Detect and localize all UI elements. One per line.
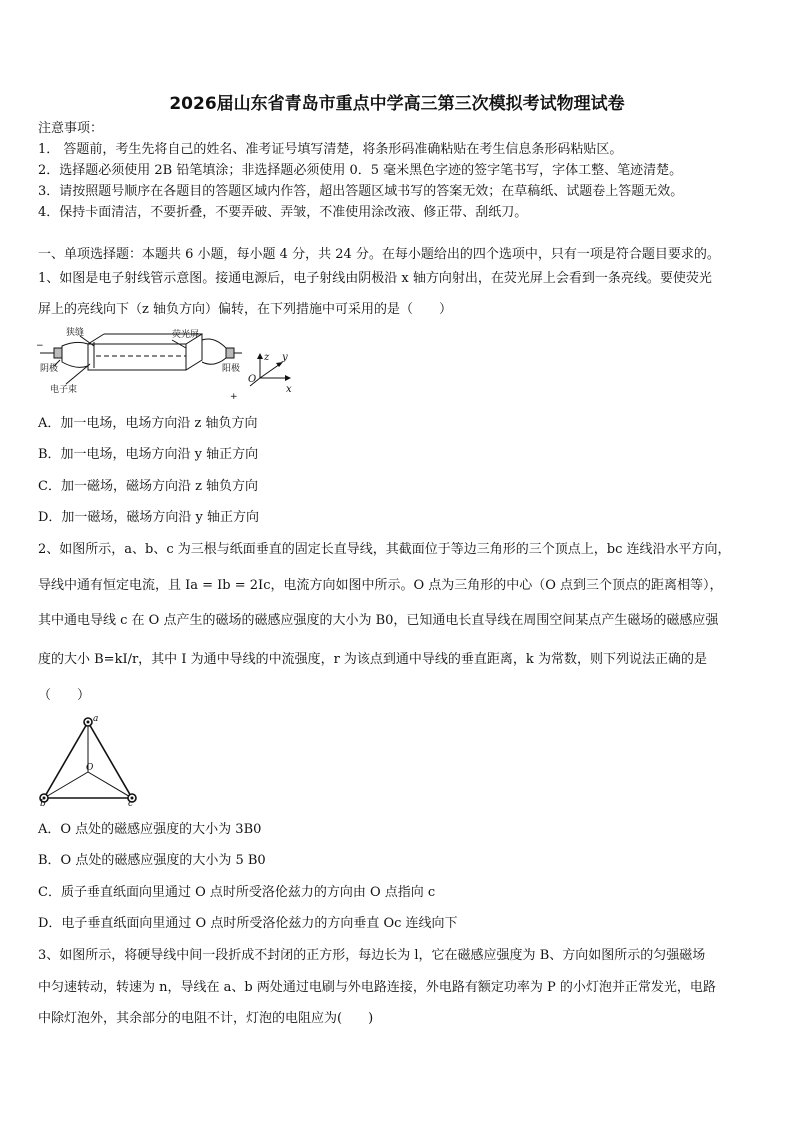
- notice-item-1: 1． 答题前，考生先将自己的姓名、准考证号填写清楚，将条形码准确粘贴在考生信息条形码粘贴区。: [38, 142, 623, 157]
- notice-item-2: 2．选择题必须使用 2B 铅笔填涂；非选择题必须使用 0．5 毫米黑色字迹的签字笔书写，字体工整、笔迹清楚。: [38, 163, 683, 178]
- q2-option-d: D．电子垂直纸面向里通过 O 点时所受洛伦兹力的方向垂直 Oc 连线向下: [38, 916, 458, 931]
- notice-item-4: 4．保持卡面清洁，不要折叠，不要弄破、弄皱，不准使用涂改液、修正带、刮纸刀。: [38, 205, 528, 220]
- section-heading: 一、单项选择题：本题共 6 小题，每小题 4 分，共 24 分。在每小题给出的四个选项中，只有一项是符合题目要求的。: [38, 247, 720, 262]
- notice-heading: 注意事项：: [38, 121, 104, 136]
- q1-option-c: C．加一磁场，磁场方向沿 z 轴负方向: [38, 479, 259, 494]
- q1-stem-line1: 1、如图是电子射线管示意图。接通电源后，电子射线由阴极沿 x 轴方向射出，在荧光屏上会看到一条亮线。要使荧光: [38, 271, 712, 286]
- q2-triangle-figure: [34, 712, 144, 806]
- q2-fig-label-a: a: [93, 714, 99, 724]
- q1-fig-label-cathode: 阴极: [40, 364, 59, 374]
- q3-stem-line1: 3、如图所示，将硬导线中间一段折成不封闭的正方形，每边长为 l，它在磁感应强度为 B、方向如图所示的匀强磁场: [38, 948, 706, 963]
- notice-item-3: 3．请按照题号顺序在各题目的答题区域内作答，超出答题区域书写的答案无效；在草稿纸、试题卷上答题无效。: [38, 184, 684, 199]
- q2-stem-line5: （ ）: [38, 688, 91, 703]
- q2-fig-label-c: c: [128, 799, 134, 806]
- q2-option-c: C．质子垂直纸面向里通过 O 点时所受洛伦兹力的方向由 O 点指向 c: [38, 885, 436, 900]
- q1-option-a: A．加一电场，电场方向沿 z 轴负方向: [38, 416, 258, 431]
- q2-stem-line4: 度的大小 B=kI/r，其中 I 为通中导线的中流强度，r 为该点到通中导线的垂直距离，k 为常数，则下列说法正确的是: [38, 652, 707, 667]
- q3-stem-line3: 中除灯泡外，其余部分的电阻不计，灯泡的电阻应为( ): [38, 1011, 374, 1026]
- q1-fig-label-narrow-slit: 狭缝: [66, 328, 85, 338]
- q2-stem-line3: 其中通电导线 c 在 O 点产生的磁场的磁感应强度的大小为 B0，已知通电长直导线在周围空间某点产生磁场的磁感应强: [38, 613, 719, 628]
- q3-stem-line2: 中匀速转动，转速为 n，导线在 a、b 两处通过电刷与外电路连接，外电路有额定功率为 P 的小灯泡并正常发光，电路: [38, 980, 716, 995]
- q2-option-b: B．O 点处的磁感应强度的大小为 5 B0: [38, 853, 266, 868]
- q1-stem-line2: 屏上的亮线向下（z 轴负方向）偏转，在下列措施中可采用的是（ ）: [38, 302, 452, 317]
- q2-option-a: A．O 点处的磁感应强度的大小为 3B0: [38, 822, 262, 837]
- q2-stem-line2: 导线中通有恒定电流，且 Ia = Ib = 2Ic，电流方向如图中所示。O 点为三角形的中心（O 点到三个顶点的距离相等），: [38, 578, 723, 593]
- q1-option-b: B．加一电场，电场方向沿 y 轴正方向: [38, 447, 259, 462]
- q1-fig-axis-y: y: [282, 352, 288, 363]
- q1-fig-label-anode: 阳极: [222, 364, 241, 374]
- q2-fig-label-o: O: [86, 763, 94, 773]
- q1-fig-axis-z: z: [264, 352, 270, 363]
- q1-fig-label-minus: −: [36, 341, 44, 351]
- q1-option-d: D．加一磁场，磁场方向沿 y 轴正方向: [38, 510, 260, 525]
- q1-fig-label-screen: 荧光屏: [172, 330, 200, 340]
- q1-fig-label-plus: +: [230, 392, 238, 402]
- q1-ray-tube-figure: [36, 326, 296, 402]
- page-title: 2026届山东省青岛市重点中学高三第三次模拟考试物理试卷: [169, 94, 625, 114]
- q2-fig-label-b: b: [40, 799, 46, 806]
- q2-stem-line1: 2、如图所示，a、b、c 为三根与纸面垂直的固定长直导线，其截面位于等边三角形的三个顶点上，bc 连线沿水平方向，: [38, 542, 731, 557]
- q1-fig-axis-x: x: [286, 384, 292, 395]
- q1-fig-origin: O: [248, 374, 257, 385]
- q1-fig-label-beam: 电子束: [50, 385, 78, 395]
